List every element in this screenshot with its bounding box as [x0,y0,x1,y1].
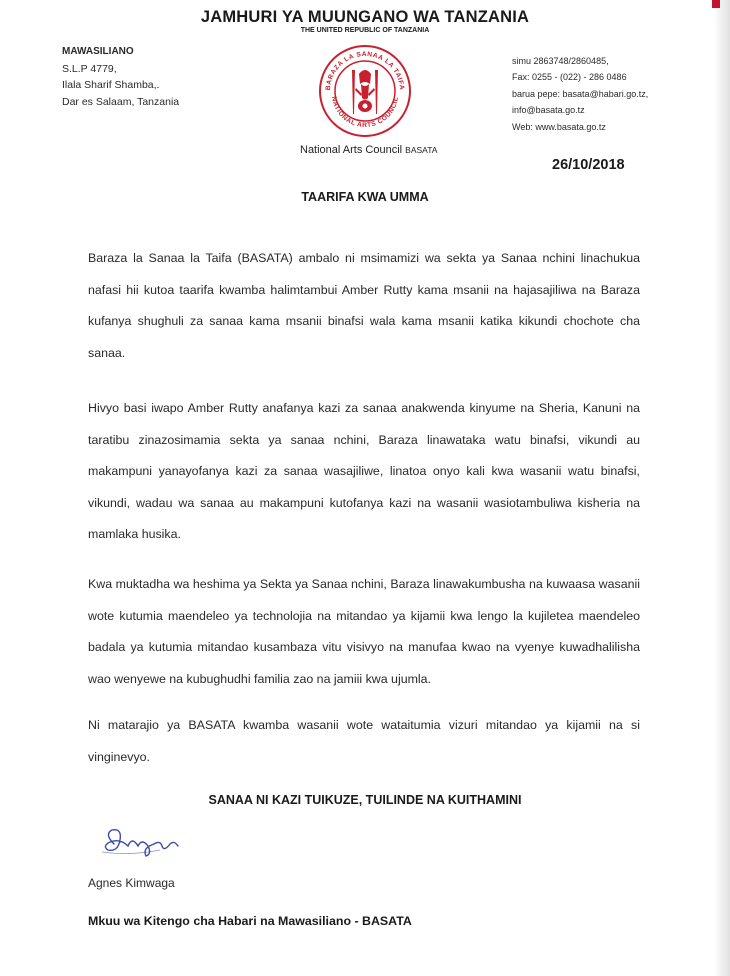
contact-fax: Fax: 0255 - (022) - 286 0486 [512,72,627,83]
council-name [300,144,437,156]
address-line: S.L.P 4779, [62,62,117,75]
address-label: MAWASILIANO [62,46,134,57]
postal-address [62,44,179,110]
contact-phone: simu 2863748/2860485, [512,56,609,66]
paragraph: Ni matarajio ya BASATA kwamba wasanii wote wataitumia vizuri mitandao ya kijamii na si vinginevyo. [88,718,640,764]
address-line: Ilala Sharif Shamba,. [62,79,160,91]
contact-info [512,53,648,135]
contact-web: Web: www.basata.go.tz [512,121,606,132]
contact-email-info: info@basata.go.tz [512,105,585,116]
paragraph: Baraza la Sanaa la Taifa (BASATA) ambalo ni msimamizi wa sekta ya Sanaa nchini linachukua nafasi hii kutoa taarifa kwamba halimtambui Amber Rutty kama msanii na hajasajiliwa na Baraza kufanya shughuli za sanaa kama msanii binafsi wala kama msanii katika kikundi chochote cha sanaa. [88,251,640,360]
basata-seal-icon [318,44,412,138]
seal-text-bottom: NATIONAL ARTS COUNCIL [330,96,400,130]
page-edge-shadow [714,0,730,976]
document-date: 26/10/2018 [552,157,625,173]
page-title: JAMHURI YA MUUNGANO WA TANZANIA [200,8,530,26]
contact-email: barua pepe: basata@habari.go.tz, [512,88,649,99]
signer-title: Mkuu wa Kitengo cha Habari na Mawasiliano - BASATA [88,914,412,928]
corner-mark [712,0,720,8]
paragraph: Hivyo basi iwapo Amber Rutty anafanya kazi za sanaa anakwenda kinyume na Sheria, Kanuni na taratibu zinazosimamia sekta ya sanaa nchini, Baraza linawataka watu binafsi, vikundi au makampuni yanayofanya kazi za sanaa wasajiliwe, linatoa onyo kali kwa wasanii watu binafsi, vikundi, wadau wa sanaa au makampuni kutofanya kazi na wasanii wasiotambuliwa kisheria na mamlaka husika. [88,401,640,542]
page-subtitle: THE UNITED REPUBLIC OF TANZANIA [300,27,430,34]
council-name-text: National Arts Council [300,144,403,156]
slogan: SANAA NI KAZI TUIKUZE, TUILINDE NA KUITHAMINI [208,793,522,807]
council-abbr: BASATA [405,145,438,155]
paragraph: Kwa muktadha wa heshima ya Sekta ya Sanaa nchini, Baraza linawakumbusha na kuwaasa wasanii wote kutumia maendeleo ya technolojia na mitandao ya kijamii kwa lengo la kujiletea maendeleo badala ya kutumia mitandao kusambaza vitu visivyo na manufaa kwao na vyenye kuwadhalilisha wao wenyewe na kubughudhi familia zao na jamiii kwa ujumla. [88,577,640,686]
signer-name: Agnes Kimwaga [88,876,175,890]
address-line: Dar es Salaam, Tanzania [62,95,180,108]
seal-text-top: BARAZA LA SANAA LA TAIFA [324,50,406,91]
handwritten-signature [100,824,196,860]
notice-heading: TAARIFA KWA UMMA [301,190,429,204]
